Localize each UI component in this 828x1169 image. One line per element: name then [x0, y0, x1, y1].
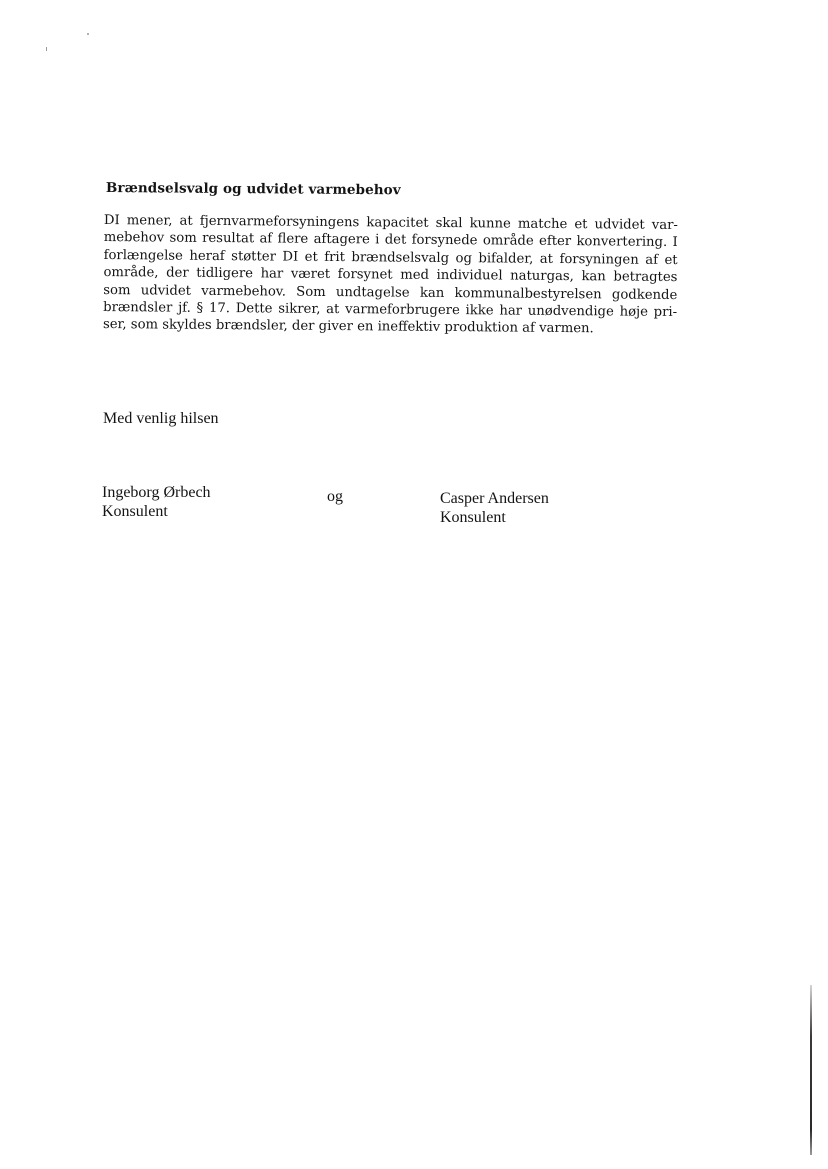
conjunction-text: og [327, 488, 343, 505]
scan-speck [87, 33, 89, 35]
signatory-conjunction [327, 487, 343, 506]
closing-greeting: Med venlig hilsen [103, 410, 219, 427]
section-heading: Brændselsvalg og udvidet varmebehov [105, 180, 401, 199]
section-paragraph [103, 212, 678, 339]
signatory-left [102, 483, 211, 521]
signatory-name: Ingeborg Ørbech [102, 484, 211, 501]
paragraph-line: som udvidet varmebehov. Som undtagelse kan kommunalbestyrelsen godkende [103, 282, 678, 303]
paragraph-line: DI mener, at fjernvarmeforsyningens kapacitet skal kunne matche et udvidet var- [103, 212, 678, 234]
signatory-name: Casper Andersen [440, 490, 549, 507]
paragraph-line: mebehov som resultat af flere aftagere i det forsynede område efter konvertering. I [103, 230, 678, 251]
signatory-title: Konsulent [102, 503, 168, 520]
paragraph-line: ser, som skyldes brændsler, der giver en ineffektiv produktion af varmen. [102, 317, 594, 337]
paragraph-line: forlængelse heraf støtter DI et frit brændselsvalg og bifalder, at forsyningen af et [103, 247, 678, 268]
paragraph-line: brændsler jf. § 17. Dette sikrer, at varmeforbrugere ikke har unødvendige høje pri- [103, 300, 678, 321]
scan-speck [46, 47, 47, 51]
signatory-right [440, 489, 549, 527]
paragraph-line: område, der tidligere har været forsynet med individuel naturgas, kan betragtes [103, 265, 678, 286]
scan-edge-line [810, 985, 812, 1155]
signatory-title: Konsulent [440, 509, 506, 526]
